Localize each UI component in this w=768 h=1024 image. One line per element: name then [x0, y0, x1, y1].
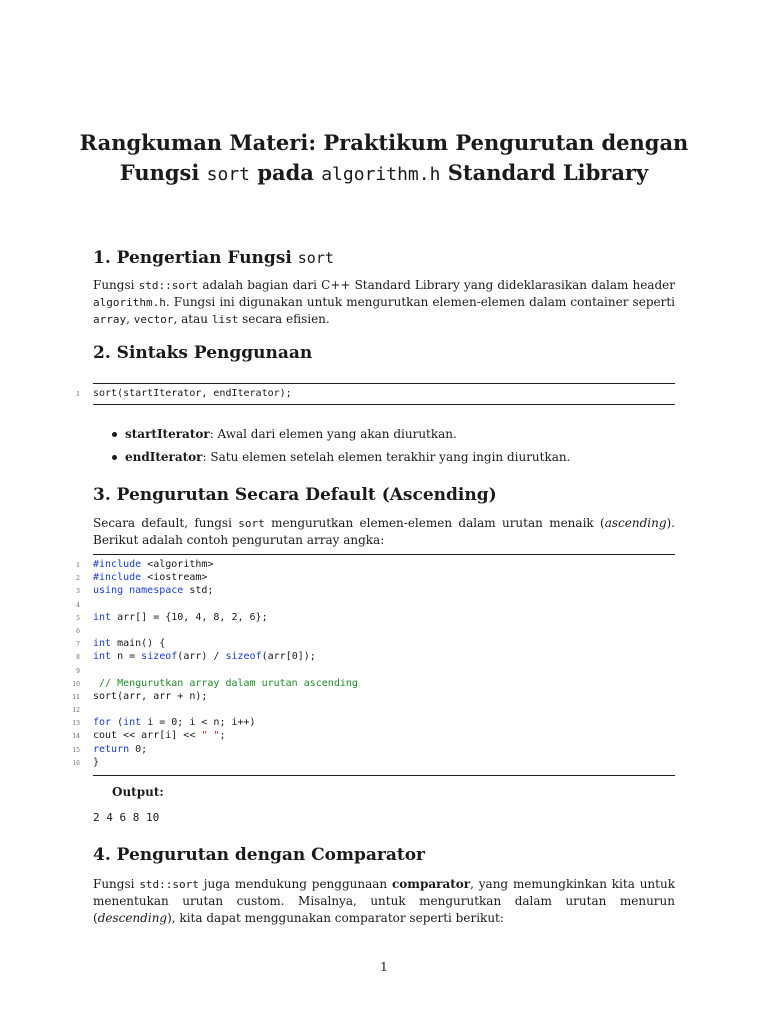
line-number: 4: [76, 601, 80, 609]
code-token: for: [93, 717, 112, 729]
code-text: [93, 756, 99, 769]
code-token: int: [93, 638, 112, 650]
line-number: 3: [76, 588, 80, 596]
code-text: [93, 677, 358, 690]
output-label: Output:: [112, 785, 164, 799]
section-4-paragraph: Fungsi std::sort juga mendukung penggunaan comparator, yang memungkinkan kita untuk menentukan urutan custom. Misalnya, untuk mengurutkan dalam urutan menurun (descending), kita dapat menggunakan comparator seperti berikut:: [93, 877, 675, 925]
code-line: [60, 650, 675, 663]
code-line: [60, 598, 675, 611]
code-line: [60, 624, 675, 637]
code-token: using namespace: [93, 585, 184, 597]
code-text: [93, 716, 256, 729]
code-line: [60, 703, 675, 716]
bullet-icon: [112, 455, 117, 460]
code-line: [60, 756, 675, 769]
section-heading-4: 4. Pengurutan dengan Comparator: [93, 845, 425, 865]
code-token: #include: [93, 559, 142, 570]
page-number: 1: [380, 960, 388, 974]
code-token: #include: [93, 572, 142, 584]
code-line: [60, 571, 675, 584]
code-line: 1 sort(startIterator, endIterator);: [76, 388, 292, 399]
line-number: 5: [76, 614, 80, 622]
code-token: n =: [111, 651, 142, 663]
title-code-sort: sort: [206, 164, 251, 185]
line-number: 2: [76, 575, 80, 583]
title-line-1: Rangkuman Materi: Praktikum Pengurutan dengan: [79, 130, 689, 155]
code-line: [60, 611, 675, 624]
section-3-paragraph: Secara default, fungsi sort mengurutkan elemen-elemen dalam urutan menaik (ascending). Berikut adalah contoh pengurutan array angka:: [93, 516, 675, 547]
code-text: [93, 729, 225, 742]
code-rule-top: [93, 383, 675, 384]
code-line: [60, 584, 675, 597]
section-1-paragraph: Fungsi std::sort adalah bagian dari C++ Standard Library yang dideklarasikan dalam header algorithm.h. Fungsi ini digunakan untuk mengurutkan elemen-elemen dalam container seperti array, vector, atau list secara efisien.: [93, 278, 676, 326]
output-value: 2 4 6 8 10: [93, 811, 160, 824]
line-number: 7: [76, 641, 80, 649]
code-token: return: [93, 743, 130, 755]
section-heading-1-code: sort: [297, 249, 334, 267]
code-token: (arr[0]);: [261, 651, 316, 663]
code-rule-top: [93, 554, 675, 555]
code-line: [60, 743, 675, 756]
code-token: sizeof: [141, 651, 178, 663]
code-token: <iostream>: [141, 572, 208, 584]
code-token: sort(arr, arr + n);: [93, 690, 208, 702]
code-text: [93, 637, 165, 650]
line-number: 12: [72, 707, 80, 715]
code-token: 0;: [129, 743, 148, 755]
code-token: cout << arr[i] <<: [93, 730, 202, 742]
code-line: [60, 664, 675, 677]
line-number: 6: [76, 627, 80, 635]
code-token: int: [93, 651, 112, 663]
code-token: int: [93, 611, 112, 623]
code-text: [93, 584, 213, 597]
bullet-icon: [112, 432, 117, 437]
section-heading-3: 3. Pengurutan Secara Default (Ascending): [93, 485, 497, 505]
code-token: // Mengurutkan array dalam urutan ascending: [93, 677, 358, 689]
code-line: [60, 558, 675, 571]
code-token: }: [93, 756, 100, 768]
code-line: [60, 716, 675, 729]
code-token: main() {: [111, 638, 166, 650]
code-token: (arr) /: [177, 651, 226, 663]
line-number: 11: [72, 693, 80, 701]
title-code-algorithm: algorithm.h: [321, 164, 441, 185]
title-line-2: Fungsi sort pada algorithm.h Standard Library: [119, 160, 649, 185]
code-line: [60, 729, 675, 742]
example-code-block: [60, 558, 675, 769]
section-heading-2: 2. Sintaks Penggunaan: [93, 343, 313, 363]
code-token: (: [111, 717, 124, 729]
line-number: 8: [76, 654, 80, 662]
code-text: [93, 690, 207, 703]
code-line: [60, 677, 675, 690]
code-rule-bottom: [93, 404, 675, 405]
line-number: 1: [76, 562, 80, 569]
line-number: 15: [72, 746, 80, 754]
syntax-code-block: [60, 387, 675, 400]
code-token: <algorithm>: [141, 559, 214, 570]
code-token: std;: [183, 585, 214, 597]
code-token: int: [123, 717, 142, 729]
code-text: [93, 571, 207, 584]
section-heading-1: 1. Pengertian Fungsi sort: [93, 248, 334, 268]
code-token: sizeof: [225, 651, 262, 663]
code-text: [93, 650, 316, 663]
line-number: 10: [72, 680, 80, 688]
document-title: [60, 128, 708, 190]
line-number: 9: [76, 667, 80, 675]
code-token: ;: [219, 730, 226, 742]
line-number: 16: [72, 759, 80, 767]
line-number: 13: [72, 720, 80, 728]
code-line: [60, 637, 675, 650]
code-token: arr[] = {10, 4, 8, 2, 6};: [111, 611, 268, 623]
code-text: [93, 611, 268, 624]
code-token: i = 0; i < n; i++): [141, 717, 256, 729]
code-text: [93, 743, 147, 756]
code-text: [93, 558, 213, 571]
code-line: [60, 690, 675, 703]
code-token: " ": [201, 730, 220, 742]
code-rule-bottom: [93, 775, 675, 776]
line-number: 14: [72, 733, 80, 741]
